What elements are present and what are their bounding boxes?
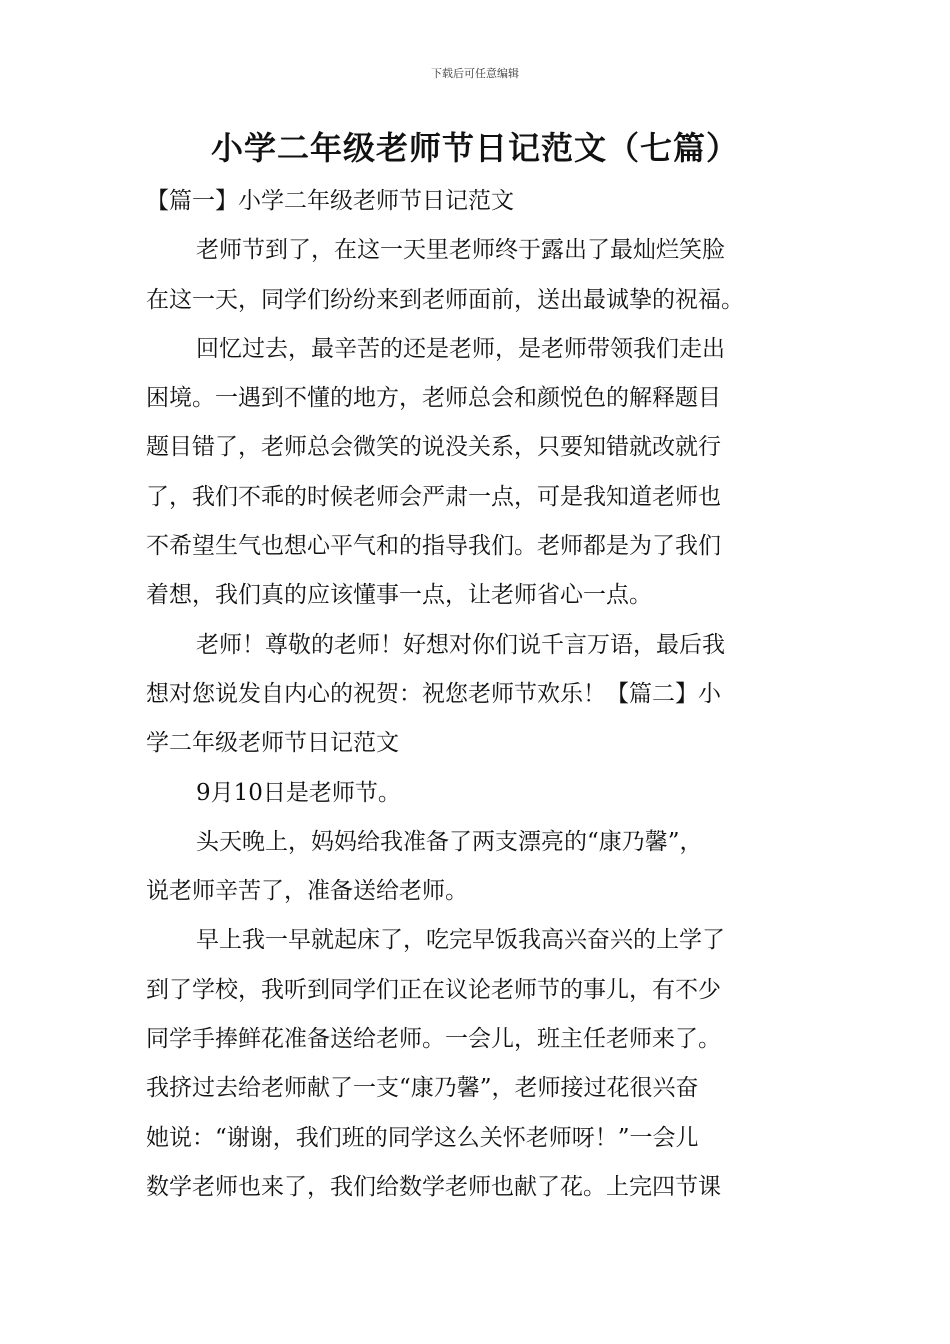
text-line: 【篇一】小学二年级老师节日记范文 [146, 188, 514, 214]
text-line: 她说：“谢谢，我们班的同学这么关怀老师呀！”一会儿 [146, 1124, 699, 1151]
text-line: 同学手捧鲜花准备送给老师。一会儿，班主任老师来了。 [146, 1026, 721, 1053]
text-line: 9月10日是老师节。 [196, 779, 401, 806]
text-line: 数学老师也来了，我们给数学老师也献了花。上完四节课 [146, 1173, 721, 1200]
header-note: 下载后可任意编辑 [431, 67, 519, 80]
text-line: 学二年级老师节日记范文 [146, 730, 399, 757]
text-line: 老师节到了，在这一天里老师终于露出了最灿烂笑脸 [196, 237, 725, 264]
text-line: 到了学校，我听到同学们正在议论老师节的事儿，有不少 [146, 976, 721, 1003]
text-line: 着想，我们真的应该懂事一点，让老师省心一点。 [146, 582, 652, 609]
text-line: 想对您说发自内心的祝贺：祝您老师节欢乐！【篇二】小 [146, 680, 721, 707]
text-line: 早上我一早就起床了，吃完早饭我高兴奋兴的上学了 [196, 927, 725, 954]
text-line: 了，我们不乖的时候老师会严肃一点，可是我知道老师也 [146, 483, 721, 510]
text-line: 头天晚上，妈妈给我准备了两支漂亮的“康乃馨”， [196, 828, 703, 855]
text-line: 困境。一遇到不懂的地方，老师总会和颜悦色的解释题目 [146, 385, 721, 412]
text-line: 我挤过去给老师献了一支“康乃馨”，老师接过花很兴奋 [146, 1075, 699, 1102]
text-line: 老师！尊敬的老师！好想对你们说千言万语，最后我 [196, 631, 725, 658]
text-line: 回忆过去，最辛苦的还是老师，是老师带领我们走出 [196, 335, 725, 362]
text-line: 不希望生气也想心平气和的指导我们。老师都是为了我们 [146, 533, 721, 560]
text-line: 在这一天，同学们纷纷来到老师面前，送出最诚挚的祝福。 [146, 286, 744, 313]
text-line: 题目错了，老师总会微笑的说没关系，只要知错就改就行 [146, 434, 721, 461]
document-body [146, 177, 810, 1212]
text-line: 说老师辛苦了，准备送给老师。 [146, 878, 468, 905]
document-title: 小学二年级老师节日记范文（七篇） [210, 129, 739, 167]
